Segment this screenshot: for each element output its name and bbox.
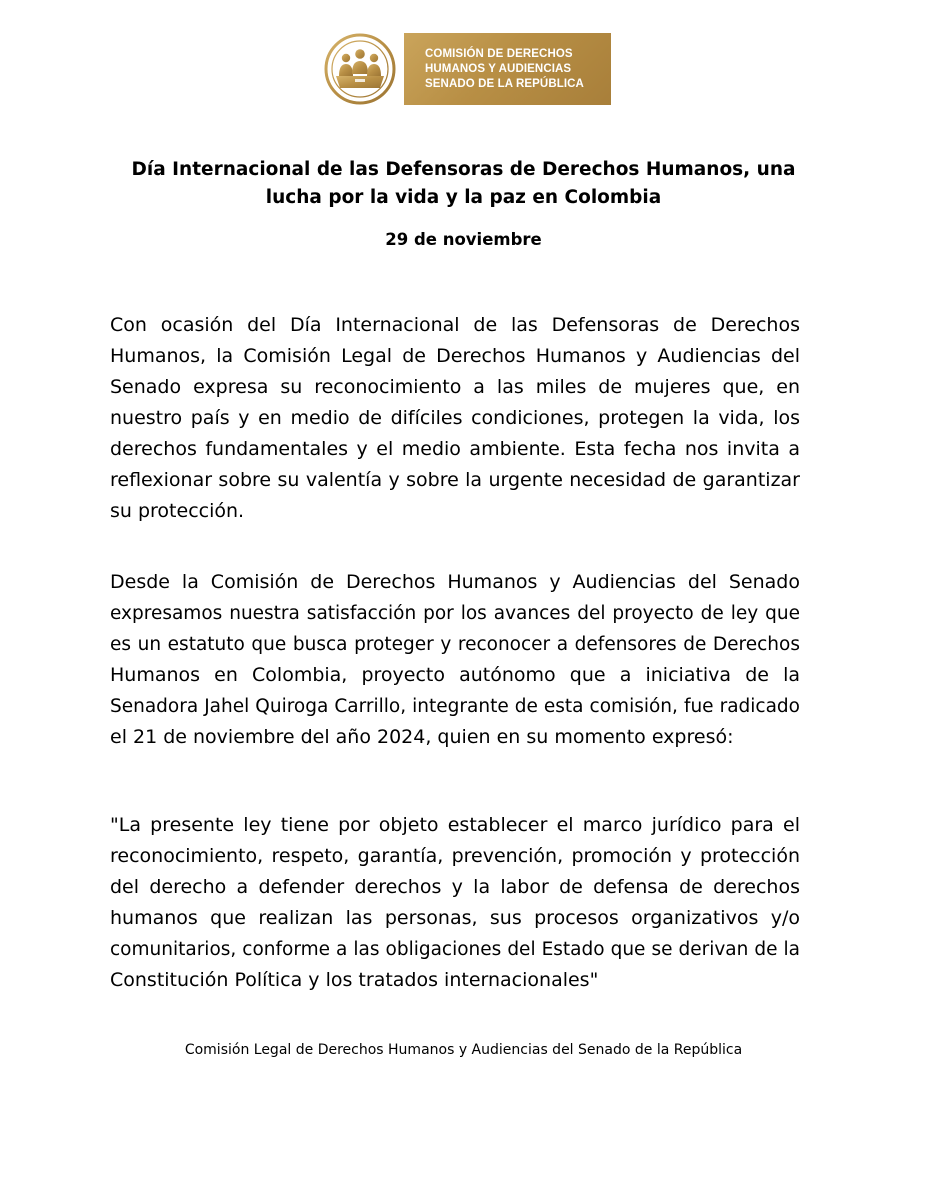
text-line: humanos que realizan las personas, sus procesos organizativos y/o (110, 907, 800, 929)
text-line: Humanos en Colombia, proyecto autónomo que a iniciativa de la (110, 664, 800, 686)
text-line: Senado expresa su reconocimiento a las miles de mujeres que, en (110, 376, 800, 398)
logo-line-3: SENADO DE LA REPÚBLICA (425, 77, 584, 90)
text-line: el 21 de noviembre del año 2024, quien en su momento expresó: (110, 726, 734, 748)
document-title (100, 156, 827, 212)
text-line: derechos fundamentales y el medio ambiente. Esta fecha nos invita a (110, 438, 800, 460)
logo-line-1: COMISIÓN DE DERECHOS (425, 47, 573, 60)
paragraph-law-project (110, 567, 800, 753)
text-line: es un estatuto que busca proteger y reconocer a defensores de Derechos (110, 634, 800, 655)
quote-paragraph (110, 810, 800, 996)
text-line: comunitarios, conforme a las obligaciones del Estado que se derivan de la (110, 939, 800, 960)
text-line: del derecho a defender derechos y la labor de defensa de derechos (110, 876, 800, 898)
logo-line-2: HUMANOS Y AUDIENCIAS (425, 62, 572, 75)
commission-name-plate (404, 33, 611, 105)
text-line: su protección. (110, 500, 245, 522)
text-line: reconocimiento, respeto, garantía, prevención, promoción y protección (110, 845, 800, 867)
text-line: nuestro país y en medio de difíciles condiciones, protegen la vida, los (110, 407, 800, 429)
title-line-1: Día Internacional de las Defensoras de Derechos Humanos, una (131, 159, 796, 180)
text-line: Senadora Jahel Quiroga Carrillo, integrante de esta comisión, fue radicado (110, 696, 800, 717)
paragraph-intro (110, 310, 800, 527)
senate-emblem-icon (322, 32, 398, 106)
text-line: expresamos nuestra satisfacción por los avances del proyecto de ley que (110, 603, 800, 624)
text-line: "La presente ley tiene por objeto establecer el marco jurídico para el (110, 814, 800, 836)
text-line: Constitución Política y los tratados internacionales" (110, 969, 599, 991)
document-date: 29 de noviembre (385, 230, 542, 249)
footer-signature: Comisión Legal de Derechos Humanos y Audiencias del Senado de la República (184, 1042, 743, 1058)
commission-logo (322, 32, 614, 106)
text-line: reflexionar sobre su valentía y sobre la urgente necesidad de garantizar (110, 469, 800, 491)
text-line: Desde la Comisión de Derechos Humanos y Audiencias del Senado (110, 571, 800, 593)
text-line: Humanos, la Comisión Legal de Derechos Humanos y Audiencias del (110, 345, 800, 367)
title-line-2: lucha por la vida y la paz en Colombia (265, 187, 662, 208)
text-line: Con ocasión del Día Internacional de las Defensoras de Derechos (110, 314, 800, 336)
